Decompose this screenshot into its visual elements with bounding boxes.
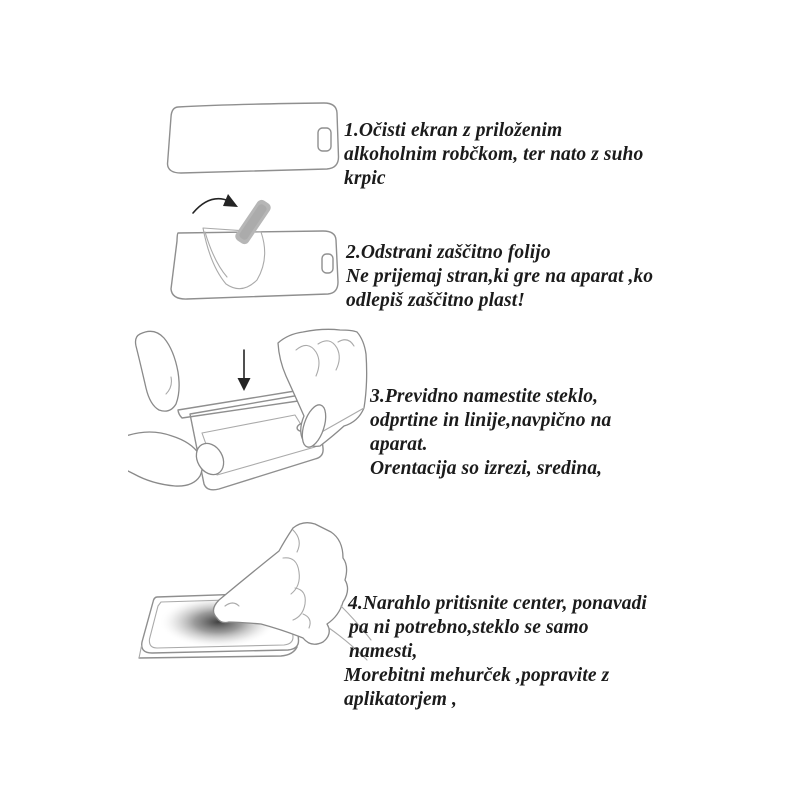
step-1-line-3: krpic [344, 168, 386, 189]
step-1-instructions [344, 119, 643, 191]
home-button-icon [322, 254, 333, 273]
step-3-line-3: aparat. [370, 434, 428, 455]
down-arrow-icon [238, 350, 251, 391]
film-flap [203, 228, 265, 289]
press-center-icon [133, 518, 378, 683]
phone-outline-icon [160, 96, 350, 180]
step-2-line-1: 2.Odstrani zaščitno folijo [346, 242, 551, 263]
step-4-illustration [133, 518, 378, 683]
step-3-line-1: 3.Previdno namestite steklo, [370, 386, 599, 407]
left-hand [136, 331, 180, 411]
step-4-line-4: Morebitni mehurček ,popravite z [344, 665, 610, 686]
step-2-line-2: Ne prijemaj stran,ki gre na aparat ,ko [346, 266, 654, 287]
home-button-icon [318, 128, 331, 151]
right-hand [278, 329, 367, 450]
peel-film-icon [158, 190, 363, 305]
step-1-line-1: 1.Očisti ekran z priloženim [344, 120, 563, 141]
step-3-line-4: Orentacija so izrezi, sredina, [370, 458, 603, 479]
curved-arrow-icon [193, 194, 238, 213]
pull-tab-icon [233, 198, 272, 246]
step-4-line-2: pa ni potrebno,steklo se samo [349, 617, 589, 638]
step-4-line-1: 4.Narahlo pritisnite center, ponavadi [348, 593, 647, 614]
place-glass-icon [128, 328, 378, 508]
step-3-illustration [128, 328, 378, 508]
step-1-line-2: alkoholnim robčkom, ter nato z suho [344, 144, 644, 165]
step-1-illustration [160, 96, 350, 180]
step-3-line-2: odprtine in linije,navpično na [370, 410, 612, 431]
left-thumb [128, 432, 229, 486]
step-2-line-3: odlepiš zaščitno plast! [346, 290, 525, 311]
step-4-instructions [344, 592, 647, 712]
step-4-line-3: namesti, [349, 641, 418, 662]
step-4-line-5: aplikatorjem , [344, 689, 457, 710]
step-2-illustration [158, 190, 363, 305]
step-3-instructions [370, 385, 611, 481]
step-2-instructions [346, 241, 653, 313]
